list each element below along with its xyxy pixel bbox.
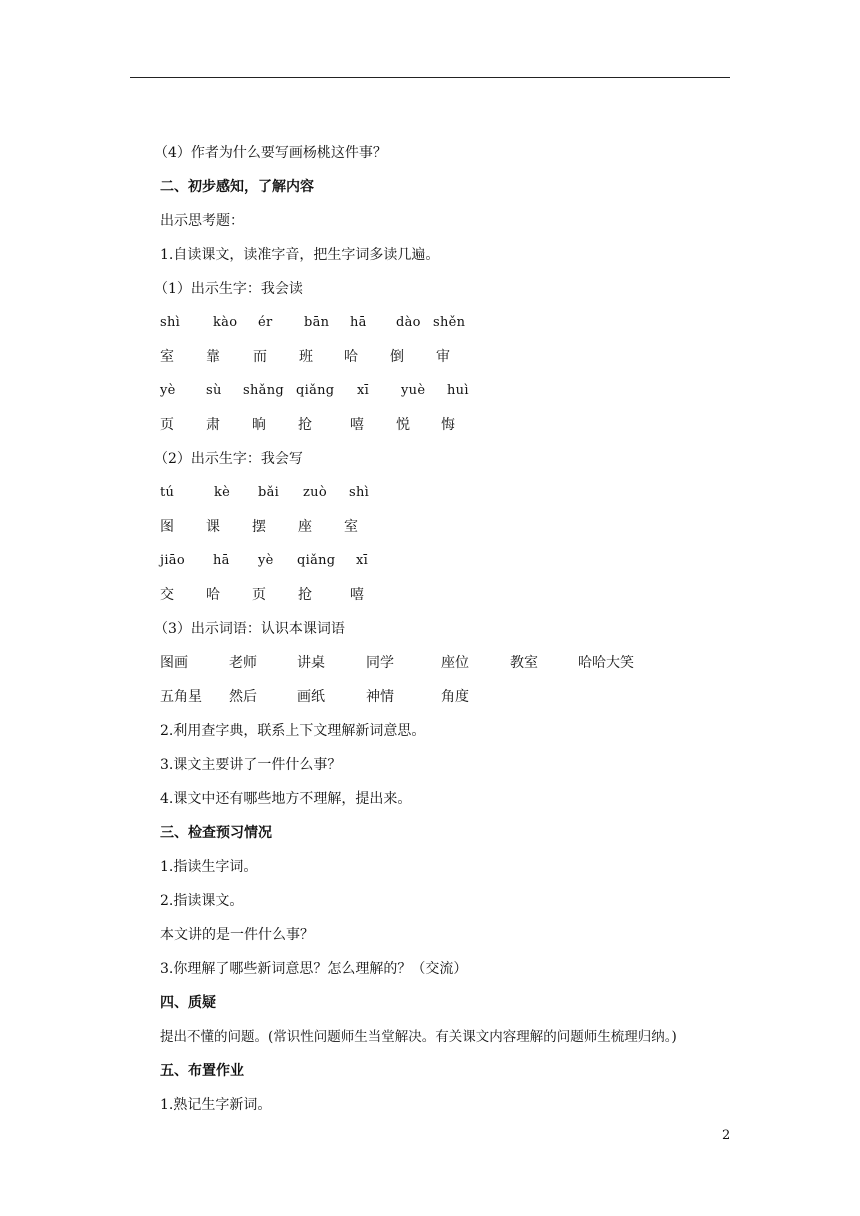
check-3: 3.你理解了哪些新词意思？怎么理解的？（交流） xyxy=(160,961,468,977)
item-1: 1.自读课文，读准字音，把生字词多读几遍。 xyxy=(160,247,440,263)
character: 哈 xyxy=(344,349,358,365)
character: 靠 xyxy=(206,349,220,365)
page-number: 2 xyxy=(722,1128,731,1143)
pinyin: kào xyxy=(213,315,238,330)
question-4: （4）作者为什么要写画杨桃这件事？ xyxy=(154,145,387,161)
word: 然后 xyxy=(229,689,257,705)
pinyin: tú xyxy=(160,485,175,500)
pinyin: shǎng xyxy=(243,383,284,398)
show-questions: 出示思考题： xyxy=(160,213,244,229)
homework-1: 1.熟记生字新词。 xyxy=(160,1097,272,1113)
word: 老师 xyxy=(229,655,257,671)
pinyin: bān xyxy=(304,315,330,330)
character: 晌 xyxy=(252,417,266,433)
character: 审 xyxy=(436,349,450,365)
character: 图 xyxy=(160,519,174,535)
pinyin: ér xyxy=(258,315,273,330)
pinyin: kè xyxy=(214,485,231,500)
words-row-1 xyxy=(160,646,780,680)
item-2: 2.利用查字典，联系上下文理解新词意思。 xyxy=(160,723,426,739)
word: 角度 xyxy=(441,689,469,705)
doubt-text: 提出不懂的问题。(常识性问题师生当堂解决。有关课文内容理解的问题师生梳理归纳。) xyxy=(160,1029,677,1045)
character: 页 xyxy=(160,417,174,433)
pinyin: hā xyxy=(213,553,230,568)
character: 倒 xyxy=(390,349,404,365)
character: 课 xyxy=(206,519,220,535)
section-heading-2: 二、初步感知，了解内容 xyxy=(160,179,314,195)
pinyin: qiǎng xyxy=(297,553,336,568)
character: 座 xyxy=(298,519,312,535)
pinyin: jiāo xyxy=(160,553,185,568)
read-chars-row-1 xyxy=(160,340,780,374)
pinyin: huì xyxy=(447,383,469,398)
character: 悔 xyxy=(441,417,455,433)
character: 嘻 xyxy=(350,417,364,433)
check-question: 本文讲的是一件什么事？ xyxy=(160,927,314,943)
word: 讲桌 xyxy=(297,655,325,671)
read-chars-row-2 xyxy=(160,408,780,442)
word: 画纸 xyxy=(297,689,325,705)
character: 室 xyxy=(160,349,174,365)
write-pinyin-row-2 xyxy=(160,544,780,578)
character: 室 xyxy=(344,519,358,535)
pinyin: xī xyxy=(356,553,369,568)
words-row-2 xyxy=(160,680,780,714)
character: 抢 xyxy=(298,587,312,603)
word: 哈哈大笑 xyxy=(578,655,634,671)
word: 教室 xyxy=(510,655,538,671)
character: 哈 xyxy=(206,587,220,603)
check-1: 1.指读生字词。 xyxy=(160,859,258,875)
character: 悦 xyxy=(396,417,410,433)
word: 座位 xyxy=(441,655,469,671)
character: 摆 xyxy=(252,519,266,535)
check-2: 2.指读课文。 xyxy=(160,893,244,909)
item-4: 4.课文中还有哪些地方不理解，提出来。 xyxy=(160,791,412,807)
sub-item-1: （1）出示生字：我会读 xyxy=(154,281,303,297)
document-body xyxy=(154,136,780,1122)
section-heading-4: 四、质疑 xyxy=(160,995,216,1011)
pinyin: zuò xyxy=(303,485,327,500)
write-chars-row-1 xyxy=(160,510,780,544)
character: 班 xyxy=(299,349,313,365)
word: 图画 xyxy=(160,655,188,671)
pinyin: sù xyxy=(206,383,222,398)
pinyin: xī xyxy=(357,383,370,398)
read-pinyin-row-2 xyxy=(160,374,780,408)
pinyin: dào xyxy=(396,315,421,330)
word: 同学 xyxy=(366,655,394,671)
pinyin: shì xyxy=(160,315,181,330)
pinyin: shěn xyxy=(433,315,466,330)
write-pinyin-row-1 xyxy=(160,476,780,510)
character: 嘻 xyxy=(350,587,364,603)
sub-item-2: （2）出示生字：我会写 xyxy=(154,451,303,467)
section-heading-3: 三、检查预习情况 xyxy=(160,825,272,841)
character: 抢 xyxy=(298,417,312,433)
character: 交 xyxy=(160,587,174,603)
pinyin: shì xyxy=(349,485,370,500)
pinyin: yè xyxy=(160,383,176,398)
read-pinyin-row-1 xyxy=(160,306,780,340)
header-rule xyxy=(130,77,730,78)
write-chars-row-2 xyxy=(160,578,780,612)
pinyin: yuè xyxy=(401,383,426,398)
pinyin: bǎi xyxy=(258,485,280,500)
word: 五角星 xyxy=(160,689,202,705)
pinyin: yè xyxy=(258,553,274,568)
item-3: 3.课文主要讲了一件什么事？ xyxy=(160,757,342,773)
pinyin: hā xyxy=(350,315,367,330)
character: 页 xyxy=(252,587,266,603)
word: 神情 xyxy=(366,689,394,705)
pinyin: qiǎng xyxy=(296,383,335,398)
sub-item-3: （3）出示词语：认识本课词语 xyxy=(154,621,345,637)
character: 肃 xyxy=(206,417,220,433)
character: 而 xyxy=(253,349,267,365)
section-heading-5: 五、布置作业 xyxy=(160,1063,244,1079)
